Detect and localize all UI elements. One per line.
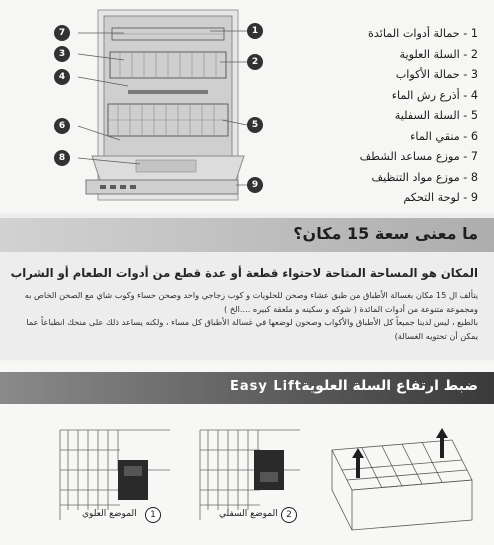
lift-arrow-icons [352, 428, 448, 478]
legend-item: 3 - حمالة الأكواب [395, 68, 478, 81]
capacity-subtitle: المكان هو المساحة المتاحة لاحتواء قطعة أو عدة قطع من أدوات الطعام أو الشراب [10, 266, 478, 280]
easy-lift-title: ضبط ارتفاع السلة العلوية [301, 378, 478, 394]
callout-3: 3 [54, 46, 70, 62]
legend-item: 8 - موزع مواد التنظيف [371, 170, 478, 184]
upper-position-caption: الموضع العلوي [82, 509, 137, 519]
capacity-title: ما معنى سعة 15 مكان؟ [293, 224, 478, 243]
callout-2: 2 [247, 54, 263, 70]
lower-position-number: 2 [281, 507, 297, 523]
detergent-dispenser-shape [136, 160, 196, 172]
spray-arm-shape [128, 90, 208, 94]
legend-item: 7 - موزع مساعد الشطف [359, 150, 478, 163]
callout-6: 6 [54, 118, 70, 134]
callout-4: 4 [54, 69, 70, 85]
lower-position-caption: الموضع السفلي [219, 509, 278, 519]
callout-9: 9 [247, 177, 263, 193]
upper-position-number: 1 [145, 507, 161, 523]
lower-position-illustration [200, 430, 300, 520]
legend-item: 9 - لوحة التحكم [403, 191, 478, 204]
callout-1: 1 [247, 23, 263, 39]
easy-lift-banner [0, 372, 494, 404]
legend-item: 5 - السلة السفلية [394, 109, 478, 122]
callout-5: 5 [247, 117, 263, 133]
dishwasher-tub [104, 16, 232, 156]
legend-item: 4 - أذرع رش الماء [391, 88, 478, 102]
basket-illustrations [0, 410, 494, 540]
legend-item: 1 - حمالة أدوات المائدة [368, 27, 478, 40]
callout-8: 8 [54, 150, 70, 166]
legend-item: 6 - منقي الماء [410, 129, 478, 143]
capacity-body: يتألف ال 15 مكان بغسالة الأطباق من طبق عشاء وصحن للحلويات و كوب زجاجي واحد وصحن حساء وكوب شاي مع الصحن الخاص به ومجموعة متنوعة من أدوات المائدة ( شوكه و سكينه و ملعقة كبيره ....الخ ) بالطبع ، ليس لدينا جميعاً كل الأطباق والأكواب وصحون لوضعها في غسالة الأطباق كل مساء ، ولكنه يساعد ذلك على منحك انطباعاً عما يمكن أن تحتويه الغسالة) [24, 290, 478, 341]
callout-7: 7 [54, 25, 70, 41]
capacity-banner [0, 218, 494, 252]
easy-lift-title-en: Easy Lift [229, 379, 302, 394]
legend-item: 2 - السلة العلوية [399, 47, 478, 61]
dishwasher-diagram-section [0, 0, 494, 212]
basket-3d-illustration [332, 440, 472, 530]
control-panel-shape [86, 180, 238, 194]
parts-legend [310, 24, 478, 209]
